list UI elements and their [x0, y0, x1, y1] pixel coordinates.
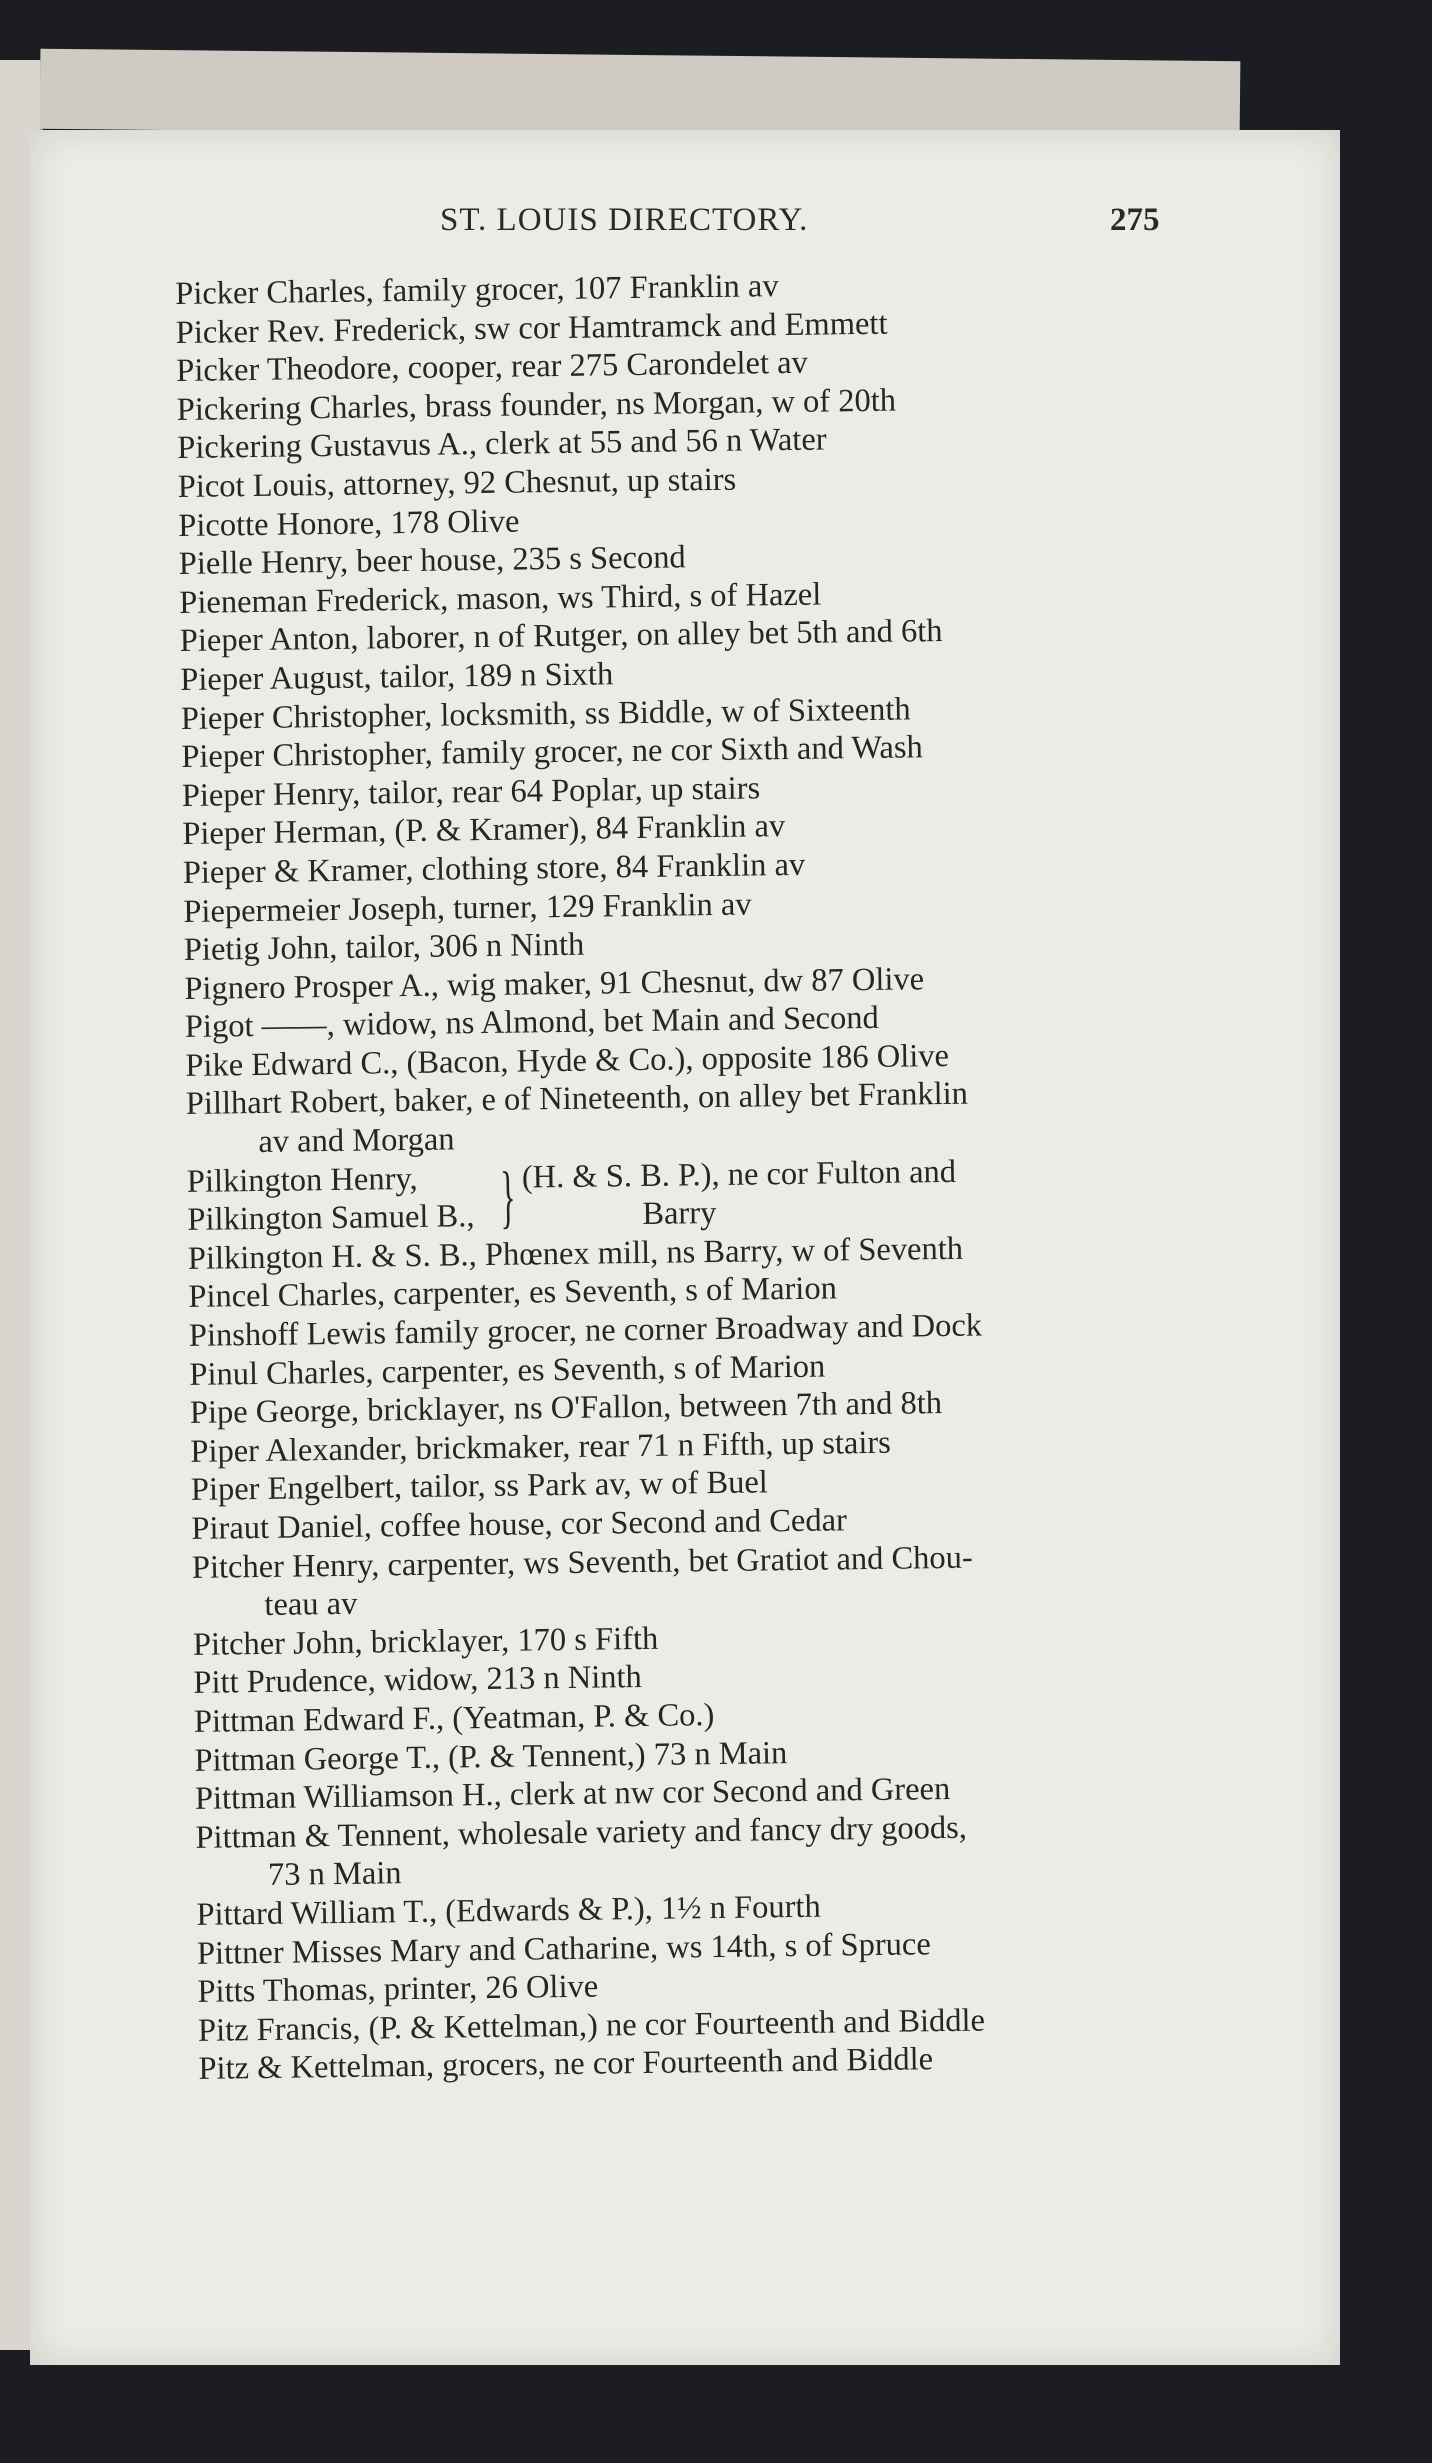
- directory-entry: Pieper Christopher, locksmith, ss Biddle, w of Sixteenth: [180, 690, 911, 737]
- directory-entry: Pieper Henry, tailor, rear 64 Poplar, up stairs: [181, 770, 761, 814]
- entry-name: Pilkington Henry,: [186, 1160, 418, 1200]
- running-header: [30, 202, 1340, 242]
- directory-entry: Pittman & Tennent, wholesale variety and fancy dry goods,: [195, 1809, 968, 1856]
- directory-entry: Pittman Edward F., (Yeatman, P. & Co.): [193, 1697, 715, 1740]
- entry-text: Barry: [642, 1195, 717, 1233]
- directory-entry: Pittard William T., (Edwards & P.), 1½ n Fourth: [196, 1888, 821, 1933]
- directory-entry: Pietig John, tailor, 306 n Ninth: [183, 926, 585, 969]
- directory-entry: Pieper Anton, laborer, n of Rutger, on alley bet 5th and 6th: [179, 613, 943, 660]
- directory-entry: Pittman Williamson H., clerk at nw cor Second and Green: [194, 1771, 951, 1818]
- directory-entry: Picker Charles, family grocer, 107 Franklin av: [175, 268, 779, 312]
- directory-entry: Pitz & Kettelman, grocers, ne cor Fourteenth and Biddle: [198, 2041, 934, 2088]
- directory-entry: Pilkington H. & S. B., Phœnex mill, ns Barry, w of Seventh: [187, 1230, 964, 1277]
- directory-entry: Pieper August, tailor, 189 n Sixth: [180, 656, 614, 698]
- directory-entry: Pieneman Frederick, mason, ws Third, s of Hazel: [179, 576, 822, 621]
- directory-entry: Pittman George T., (P. & Tennent,) 73 n Main: [194, 1734, 788, 1779]
- directory-entry: Piepermeier Joseph, turner, 129 Franklin av: [183, 886, 752, 930]
- entry-name: Pilkington Samuel B.,: [187, 1198, 475, 1239]
- directory-entry: Pillhart Robert, baker, e of Nineteenth, on alley bet Franklin: [185, 1076, 969, 1123]
- directory-entry: Pike Edward C., (Bacon, Hyde & Co.), opposite 186 Olive: [185, 1037, 950, 1084]
- directory-entry: Pigot ——, widow, ns Almond, bet Main and Second: [184, 1000, 879, 1046]
- entry-continuation: teau av: [264, 1585, 358, 1624]
- directory-entry: Pickering Charles, brass founder, ns Morgan, w of 20th: [176, 382, 897, 428]
- directory-entry: Piraut Daniel, coffee house, cor Second and Cedar: [191, 1502, 848, 1547]
- directory-entry: Pieper & Kramer, clothing store, 84 Franklin av: [182, 846, 806, 891]
- directory-entry: Pieper Herman, (P. & Kramer), 84 Franklin av: [182, 808, 786, 853]
- directory-entry: Pitcher John, bricklayer, 170 s Fifth: [192, 1620, 659, 1663]
- directory-entry: Picker Theodore, cooper, rear 275 Carondelet av: [176, 344, 809, 390]
- directory-entry: Pitt Prudence, widow, 213 n Ninth: [193, 1659, 642, 1702]
- brace-entry-group: [187, 1149, 1238, 1240]
- directory-entry: Pickering Gustavus A., clerk at 55 and 56 n Water: [177, 421, 827, 467]
- directory-entry: Pieper Christopher, family grocer, ne cor Sixth and Wash: [181, 729, 923, 776]
- directory-entry: Pielle Henry, beer house, 235 s Second: [178, 539, 686, 583]
- entry-continuation: 73 n Main: [267, 1855, 402, 1894]
- directory-entry: Pitts Thomas, printer, 26 Olive: [197, 1968, 599, 2010]
- entry-continuation: av and Morgan: [258, 1121, 455, 1161]
- directory-entry: Pinshoff Lewis family grocer, ne corner Broadway and Dock: [188, 1307, 983, 1354]
- directory-entry: Pitz Francis, (P. & Kettelman,) ne cor Fourteenth and Biddle: [197, 2002, 986, 2049]
- directory-entries: [175, 261, 1249, 2088]
- directory-entry: Picker Rev. Frederick, sw cor Hamtramck and Emmett: [175, 305, 888, 351]
- directory-entry: Picot Louis, attorney, 92 Chesnut, up stairs: [177, 461, 737, 505]
- directory-entry: Pittner Misses Mary and Catharine, ws 14th, s of Spruce: [196, 1925, 932, 1972]
- directory-entry: Picotte Honore, 178 Olive: [178, 503, 520, 544]
- directory-entry: Pincel Charles, carpenter, es Seventh, s of Marion: [188, 1270, 838, 1316]
- directory-entry: Piper Engelbert, tailor, ss Park av, w of Buel: [190, 1464, 769, 1509]
- page-number: 275: [1110, 202, 1160, 238]
- directory-entry: Pitcher Henry, carpenter, ws Seventh, bet Gratiot and Chou-: [191, 1539, 973, 1586]
- entry-text: (H. & S. B. P.), ne cor Fulton and: [521, 1153, 957, 1196]
- directory-entry: Pinul Charles, carpenter, es Seventh, s of Marion: [189, 1348, 826, 1393]
- directory-entry: Pignero Prosper A., wig maker, 91 Chesnut, dw 87 Olive: [184, 960, 925, 1007]
- brace-mark: }: [499, 1158, 516, 1236]
- page-stack-edge: [40, 49, 1241, 142]
- directory-entry: Piper Alexander, brickmaker, rear 71 n Fifth, up stairs: [190, 1424, 892, 1470]
- page-title: ST. LOUIS DIRECTORY.: [440, 202, 809, 238]
- directory-entry: Pipe George, bricklayer, ns O'Fallon, between 7th and 8th: [189, 1385, 943, 1432]
- directory-page: [30, 130, 1340, 2365]
